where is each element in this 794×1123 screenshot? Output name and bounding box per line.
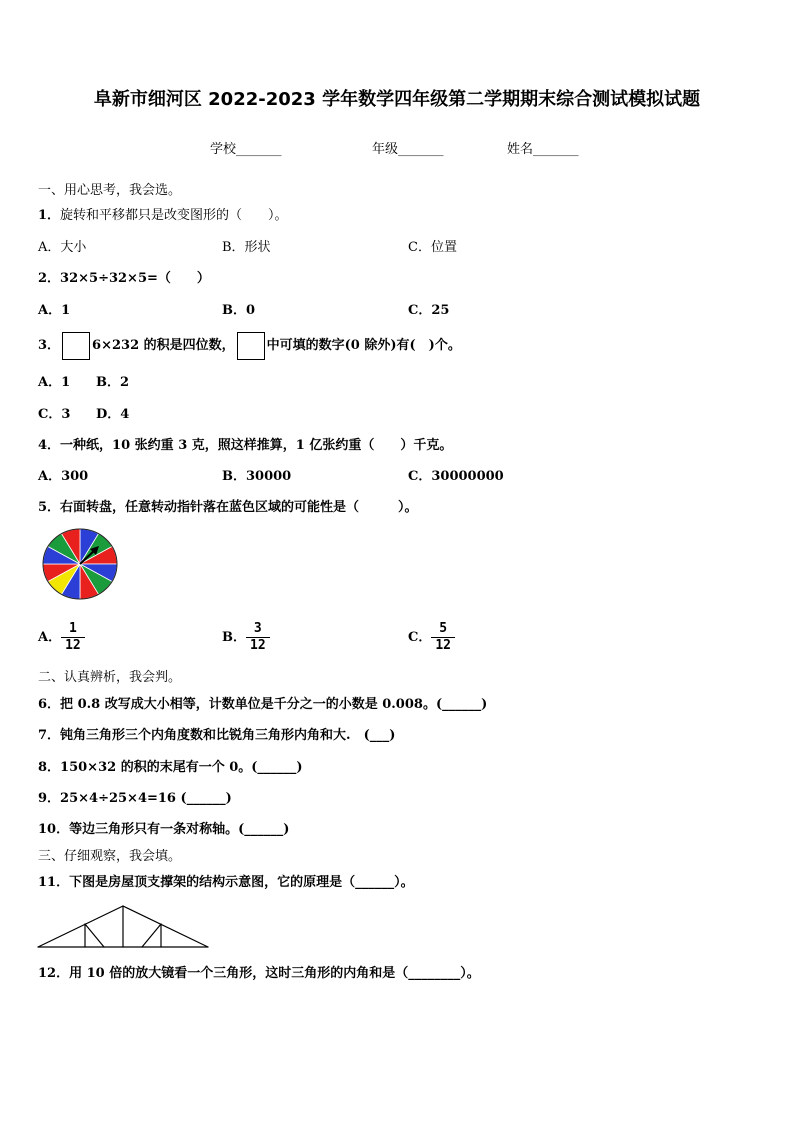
denominator: 12 [246,637,270,653]
q3-option-b: B．2 [96,375,130,390]
question-text: 32×5÷32×5=（ ） [60,271,210,286]
question-number: 5． [38,500,61,515]
numerator: 3 [253,621,262,636]
denominator: 12 [431,637,455,653]
q1-option-c: C．位置 [408,240,457,255]
q2-option-c: C．25 [408,303,450,318]
option-label: C． [408,630,432,645]
name-field: 姓名_______ [507,142,579,157]
page-title: 阜新市细河区 2022-2023 学年数学四年级第二学期期末综合测试模拟试题 [93,89,701,110]
question-number: 2． [38,271,61,286]
denominator: 12 [61,637,85,653]
question-8: 8．150×32 的积的末尾有一个 0。(______) [38,760,303,775]
numerator: 1 [69,621,77,636]
question-2 [38,271,210,287]
question-10: 10．等边三角形只有一条对称轴。(______) [38,822,290,837]
truss-right-rafter [123,906,208,947]
truss-right-strut [142,924,161,947]
q1-option-a: A．大小 [38,240,87,255]
question-1 [38,208,288,224]
numerator: 5 [439,621,448,636]
fraction-one-twelfth [61,622,85,653]
section-2-heading: 二、认真辨析，我会判。 [38,670,182,685]
answer-box [237,332,265,360]
option-label: B． [222,630,246,645]
truss-left-rafter [38,906,123,947]
q3-option-a: A．1 [38,375,71,390]
question-5 [38,500,418,516]
question-text: 旋转和平移都只是改变图形的（ ）。 [60,208,288,223]
section-1-heading: 一、用心思考，我会选。 [38,183,182,198]
question-text: 右面转盘，任意转动指针落在蓝色区域的可能性是（ ）。 [60,500,418,515]
q4-option-b: B．30000 [222,469,292,484]
q2-option-a: A．1 [38,303,71,318]
q5-option-b [222,622,270,654]
q3-option-d: D．4 [96,407,130,422]
question-11: 11．下图是房屋顶支撑架的结构示意图，它的原理是（______）。 [38,875,414,890]
question-4 [38,438,452,454]
question-6: 6．把 0.8 改写成大小相等，计数单位是千分之一的小数是 0.008。(______) [38,697,488,712]
spinner-wheel [41,527,119,601]
truss-left-strut [85,924,104,947]
q4-option-c: C．30000000 [408,469,504,484]
answer-box [62,332,90,360]
question-text-part2: 中可填的数字(0 除外)有( )个。 [266,338,461,353]
fraction-five-twelfths [431,622,455,653]
q2-option-b: B．0 [222,303,256,318]
roof-truss-diagram [36,903,212,951]
question-text-part1: 6×232 的积是四位数， [92,338,235,353]
q4-option-a: A．300 [38,469,89,484]
q3-option-c: C．3 [38,407,71,422]
question-3 [38,331,461,361]
question-number: 1． [38,208,61,223]
q5-option-a [38,622,85,654]
question-12: 12．用 10 倍的放大镜看一个三角形，这时三角形的内角和是（________）。 [38,966,480,981]
section-3-heading: 三、仔细观察，我会填。 [38,849,182,864]
q1-option-b: B．形状 [222,240,271,255]
question-number: 4． [38,438,61,453]
question-9: 9．25×4÷25×4=16 (______) [38,791,232,806]
school-field: 学校_______ [210,142,282,157]
question-number: 3． [38,338,61,353]
question-text: 一种纸，10 张约重 3 克，照这样推算，1 亿张约重（ ）千克。 [60,438,453,453]
question-7: 7．钝角三角形三个内角度数和比锐角三角形内角和大. (___) [38,728,396,743]
grade-field: 年级_______ [372,142,444,157]
q5-option-c [408,622,455,654]
option-label: A． [38,630,62,645]
fraction-three-twelfths [246,622,270,653]
